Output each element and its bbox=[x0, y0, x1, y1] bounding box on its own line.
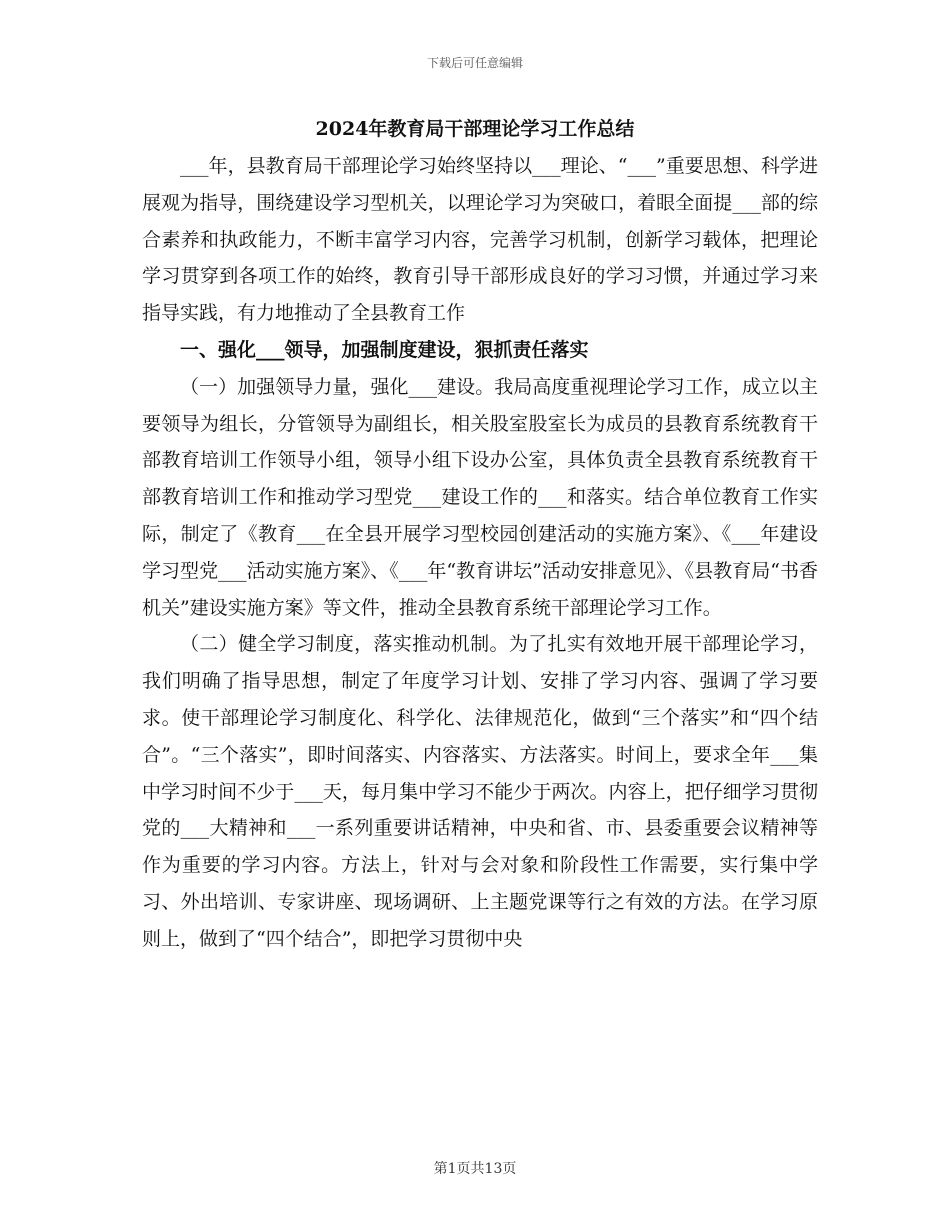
header-note: 下载后可任意编辑 bbox=[426, 56, 523, 70]
section-heading-1: 一、强化___领导，加强制度建设，狠抓责任落实 bbox=[180, 338, 589, 361]
intro-paragraph: ___年，县教育局干部理论学习始终坚持以___理论、“___”重要思想、科学进展观为指导，围绕建设学习型机关，以理论学习为突破口，着眼全面提___部的综合素养和执政能力，不断丰富学习内容，完善学习机制，创新学习载体，把理论学习贯穿到各项工作的始终，教育引导干部形成良好的学习习惯，并通过学习来指导实践，有力地推动了全县教育工作 bbox=[142, 155, 818, 325]
subsection-paragraph-1: （一）加强领导力量，强化___建设。我局高度重视理论学习工作，成立以主要领导为组长，分管领导为副组长，相关股室股室长为成员的县教育系统教育干部教育培训工作领导小组，领导小组下设办公室，具体负责全县教育系统教育干部教育培训工作和推动学习型党___建设工作的___和落实。结合单位教育工作实际，制定了《教育___在全县开展学习型校园创建活动的实施方案》、《___年建设学习型党___活动实施方案》、《___年“教育讲坛”活动安排意见》、《县教育局“书香机关”建设实施方案》等文件，推动全县教育系统干部理论学习工作。 bbox=[142, 375, 818, 619]
subsection-paragraph-2: （二）健全学习制度，落实推动机制。为了扎实有效地开展干部理论学习，我们明确了指导思想，制定了年度学习计划、安排了学习内容、强调了学习要求。使干部理论学习制度化、科学化、法律规范化，做到“三个落实”和“四个结合”。“三个落实”，即时间落实、内容落实、方法落实。时间上，要求全年___集中学习时间不少于___天，每月集中学习不能少于两次。内容上，把仔细学习贯彻党的___大精神和___一系列重要讲话精神，中央和省、市、县委重要会议精神等作为重要的学习内容。方法上，针对与会对象和阶段性工作需要，实行集中学习、外出培训、专家讲座、现场调研、上主题党课等行之有效的方法。在学习原则上，做到了“四个结合”，即把学习贯彻中央 bbox=[142, 633, 818, 950]
document-body bbox=[142, 148, 818, 958]
document-title: 2024年教育局干部理论学习工作总结 bbox=[315, 118, 635, 140]
page-footer: 第1页共13页 bbox=[433, 1161, 517, 1177]
